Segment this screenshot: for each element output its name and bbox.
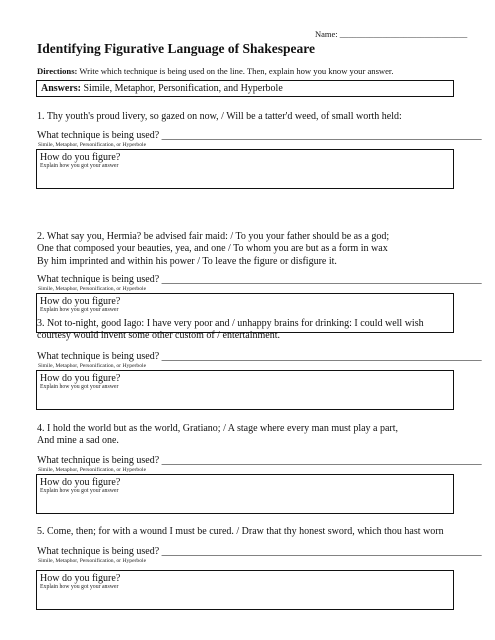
question-3-line-1: 3. Not to-night, good Iago: I have very poor and / unhappy brains for drinking: I could well wish [37,318,424,329]
directions [37,66,393,76]
explanation-title-3: How do you figure? [40,373,121,384]
explanation-box-4[interactable] [36,474,454,514]
technique-hint-4: Simile, Metaphor, Personification, or Hyperbole [38,467,147,473]
question-1 [37,111,457,123]
question-3-line-2: courtesy would invent some other custom of / entertainment. [37,330,280,342]
explanation-hint-4: Explain how you got your answer [40,488,119,494]
explanation-title-4: How do you figure? [40,477,121,488]
answers-label: Answers: [41,83,81,94]
technique-hint-1: Simile, Metaphor, Personification, or Hyperbole [38,142,147,148]
question-5-line-1: 5. Come, then; for with a wound I must be cured. / Draw that thy honest sword, which thou hast worn [37,526,444,537]
question-2-line-3: By him imprinted and within his power / To leave the figure or disfigure it. [37,255,337,267]
explanation-title-5: How do you figure? [40,573,121,584]
technique-line-4[interactable]: What technique is being used? ________________________________________________________________ [37,455,482,466]
question-4-line-2: And mine a sad one. [37,435,119,447]
technique-line-1[interactable]: What technique is being used? ________________________________________________________________ [37,130,482,141]
explanation-hint-2: Explain how you got your answer [40,307,119,313]
explanation-hint-1: Explain how you got your answer [40,163,119,169]
answers-box [36,80,454,97]
explanation-box-5[interactable] [36,570,454,610]
technique-line-3[interactable]: What technique is being used? ________________________________________________________________ [37,351,482,362]
technique-hint-2: Simile, Metaphor, Personification, or Hyperbole [38,286,147,292]
technique-line-5[interactable]: What technique is being used? ________________________________________________________________ [37,546,482,557]
question-2-line-1: 2. What say you, Hermia? be advised fair maid: / To you your father should be as a god; [37,231,390,242]
technique-hint-3: Simile, Metaphor, Personification, or Hyperbole [38,363,147,369]
technique-line-2[interactable]: What technique is being used? ________________________________________________________________ [37,274,482,285]
explanation-box-3[interactable] [36,370,454,410]
name-line[interactable]: Name: ______________________________ [315,29,468,39]
question-2-line-2: One that composed your beauties, yea, and one / To whom you are but as a form in wax [37,243,388,255]
question-3 [37,318,457,343]
question-2 [37,231,457,268]
explanation-title-1: How do you figure? [40,152,121,163]
worksheet-title: Identifying Figurative Language of Shakespeare [37,41,316,56]
directions-text: Write which technique is being used on the line. Then, explain how you know your answer. [77,66,394,76]
explanation-hint-3: Explain how you got your answer [40,384,119,390]
directions-label: Directions: [37,66,78,76]
question-4 [37,423,457,448]
explanation-box-1[interactable] [36,149,454,189]
explanation-title-2: How do you figure? [40,296,121,307]
question-4-line-1: 4. I hold the world but as the world, Gratiano; / A stage where every man must play a part, [37,423,399,434]
explanation-hint-5: Explain how you got your answer [40,584,119,590]
question-1-line-1: 1. Thy youth's proud livery, so gazed on now, / Will be a tatter'd weed, of small worth held: [37,111,402,122]
technique-hint-5: Simile, Metaphor, Personification, or Hyperbole [38,558,147,564]
question-5 [37,526,457,538]
answers-text: Simile, Metaphor, Personification, and Hyperbole [81,83,283,94]
